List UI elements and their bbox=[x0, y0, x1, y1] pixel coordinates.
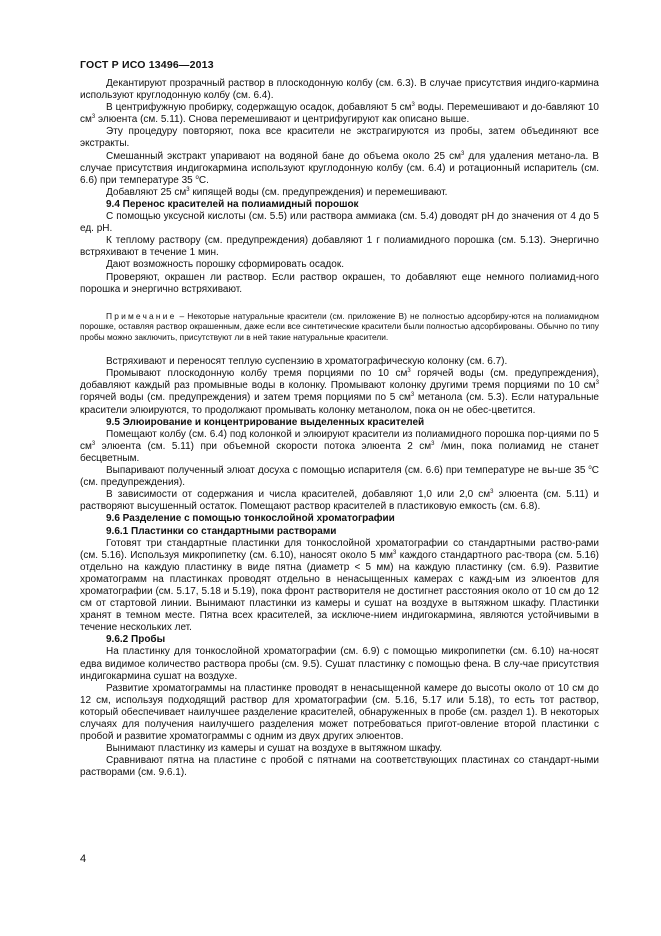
paragraph: Вынимают пластинку из камеры и сушат на воздухе в вытяжном шкафу. bbox=[106, 743, 442, 755]
paragraph: Помещают колбу (см. 6.4) под колонкой и элюируют красители из полиамидного порошка пор-циями по 5 $см^3$ элюента (см. 5.11) при объемной скорости потока элюента 2 $см^3$ /мин, пока полиамид не станет бесцветным. bbox=[80, 428, 599, 464]
paragraph: На пластинку для тонкослойной хроматографии (см. 6.9) с помощью микропипетки (см. 6.10) на-носят едва видимое количество раствора пробы (см. 9.5). Сушат пластинку с помощью фена. В слу-чае присутствия индигокармина сушат на воздухе. bbox=[80, 646, 599, 682]
paragraph: Сравнивают пятна на пластине с пробой с пятнами на соответствующих пластинах со стандарт-ными растворами (см. 9.6.1). bbox=[80, 755, 599, 779]
document-header: ГОСТ Р ИСО 13496—2013 bbox=[80, 59, 214, 71]
paragraph: Смешанный экстракт упаривают на водяной бане до объема около 25 $см^3$ для удаления метано-ла. В случае присутствия индигокармина используют круглодонную колбу (см. 6.4) и ротационный испаритель (см. 6.6) при температуре 35 $^o$С. bbox=[80, 150, 599, 186]
note: Примечание – Некоторые натуральные красители (см. приложение В) не полностью адсорбиру-ются на полиамидном порошке, оставляя раствор окрашенным, даже если все синтетические красители были полностью адсорбированы. Обычно по типу пробы можно заключить, присутствуют ли в ней такие натуральные красители. bbox=[80, 310, 599, 342]
paragraph: Выпаривают полученный элюат досуха с помощью испарителя (см. 6.6) при температуре не вы-ше 35 $^o$С (см. предупреждения). bbox=[80, 465, 599, 489]
section-heading-9-5: 9.5 Элюирование и концентрирование выделенных красителей bbox=[106, 416, 425, 428]
paragraph: Добавляют 25 $см^3$ кипящей воды (см. предупреждения) и перемешивают. bbox=[106, 186, 448, 198]
section-heading-9-6-2: 9.6.2 Пробы bbox=[106, 634, 166, 646]
paragraph: Развитие хроматограммы на пластинке проводят в ненасыщенной камере до высоты около от 10 см до 12 см, используя подходящий раствор для хроматографии (см. 5.16, 5.17 или 5.18), то есть тот раствор, который обеспечивает наилучшее разделение красителей, обнаруженных в пробе (см. раздел 1). В некоторых случаях для получения наилучшего разделения может потребоваться пригот-овление второй пластинки с пробой и развитие хроматограммы с одним из двух других элюентов. bbox=[80, 682, 599, 743]
paragraph: С помощью уксусной кислоты (см. 5.5) или раствора аммиака (см. 5.4) доводят рН до значения от 4 до 5 ед. рН. bbox=[80, 211, 599, 235]
paragraph: Готовят три стандартные пластинки для тонкослойной хроматографии со стандартными раство-рами (см. 5.16). Используя микропипетку (см. 6.10), наносят около 5 $мм^3$ каждого стандартного рас-твора (см. 5.16) отдельно на каждую пластинку в виде пятна (диаметр < 5 мм) на каждую пластинку (см. 6.9). Развитие хроматограмм на пластинках проводят отдельно в ненасыщенных камерах с кажд-ым из элюентов для хроматографии (см. 5.17, 5.18 и 5.19), пока фронт растворителя не достигнет расстояния около от 10 см до 12 см от стартовой линии. Вынимают пластинки из камеры и сушат на воздухе в вытяжном шкафу. Пластинки хранят в темном месте. Пятна всех красителей, за исключе-нием индигокармина, являются устойчивыми в течение нескольких лет. bbox=[80, 537, 599, 634]
section-heading-9-4: 9.4 Перенос красителей на полиамидный порошок bbox=[106, 198, 359, 210]
paragraph: Декантируют прозрачный раствор в плоскодонную колбу (см. 6.3). В случае присутствия индиго-кармина используют круглодонную колбу (см. 6.4). bbox=[80, 78, 599, 102]
section-heading-9-6-1: 9.6.1 Пластинки со стандартными растворами bbox=[106, 525, 337, 537]
section-heading-9-6: 9.6 Разделение с помощью тонкослойной хроматографии bbox=[106, 513, 395, 525]
paragraph: В центрифужную пробирку, содержащую осадок, добавляют 5 $см^3$ воды. Перемешивают и до-бавляют 10 $см^3$ элюента (см. 5.11). Снова перемешивают и центрифугируют как описано выше. bbox=[80, 102, 599, 126]
paragraph: Промывают плоскодонную колбу тремя порциями по 10 $см^3$ горячей воды (см. предупреждения), добавляют каждый раз промывные воды в колонку. Промывают колонку другими тремя порциями по 10 $см^3$ горячей воды (см. предупреждения) и затем тремя порциями по 5 $см^3$ метанола (см. 5.3). Если натуральные красители элюируются, то продолжают промывать колонку метанолом, пока он не обес-цветится. bbox=[80, 368, 599, 416]
paragraph: Встряхивают и переносят теплую суспензию в хроматографическую колонку (см. 6.7). bbox=[106, 356, 508, 368]
paragraph: Дают возможность порошку сформировать осадок. bbox=[106, 259, 344, 271]
document-body bbox=[80, 78, 599, 779]
paragraph: Эту процедуру повторяют, пока все красители не экстрагируются из пробы, затем объединяют все экстракты. bbox=[80, 126, 599, 150]
note-label: Примечание bbox=[106, 310, 177, 321]
page-number: 4 bbox=[80, 853, 87, 865]
paragraph: Проверяют, окрашен ли раствор. Если раствор окрашен, то добавляют еще немного полиамид-ного порошка и энергично встряхивают. bbox=[80, 271, 599, 295]
paragraph: К теплому раствору (см. предупреждения) добавляют 1 г полиамидного порошка (см. 5.13). Энергично встряхивают в течение 1 мин. bbox=[80, 235, 599, 259]
paragraph: В зависимости от содержания и числа красителей, добавляют 1,0 или 2,0 $см^3$ элюента (см. 5.11) и растворяют высушенный остаток. Помещают раствор красителей в пластиковую емкость (см. 6.8). bbox=[80, 489, 599, 513]
